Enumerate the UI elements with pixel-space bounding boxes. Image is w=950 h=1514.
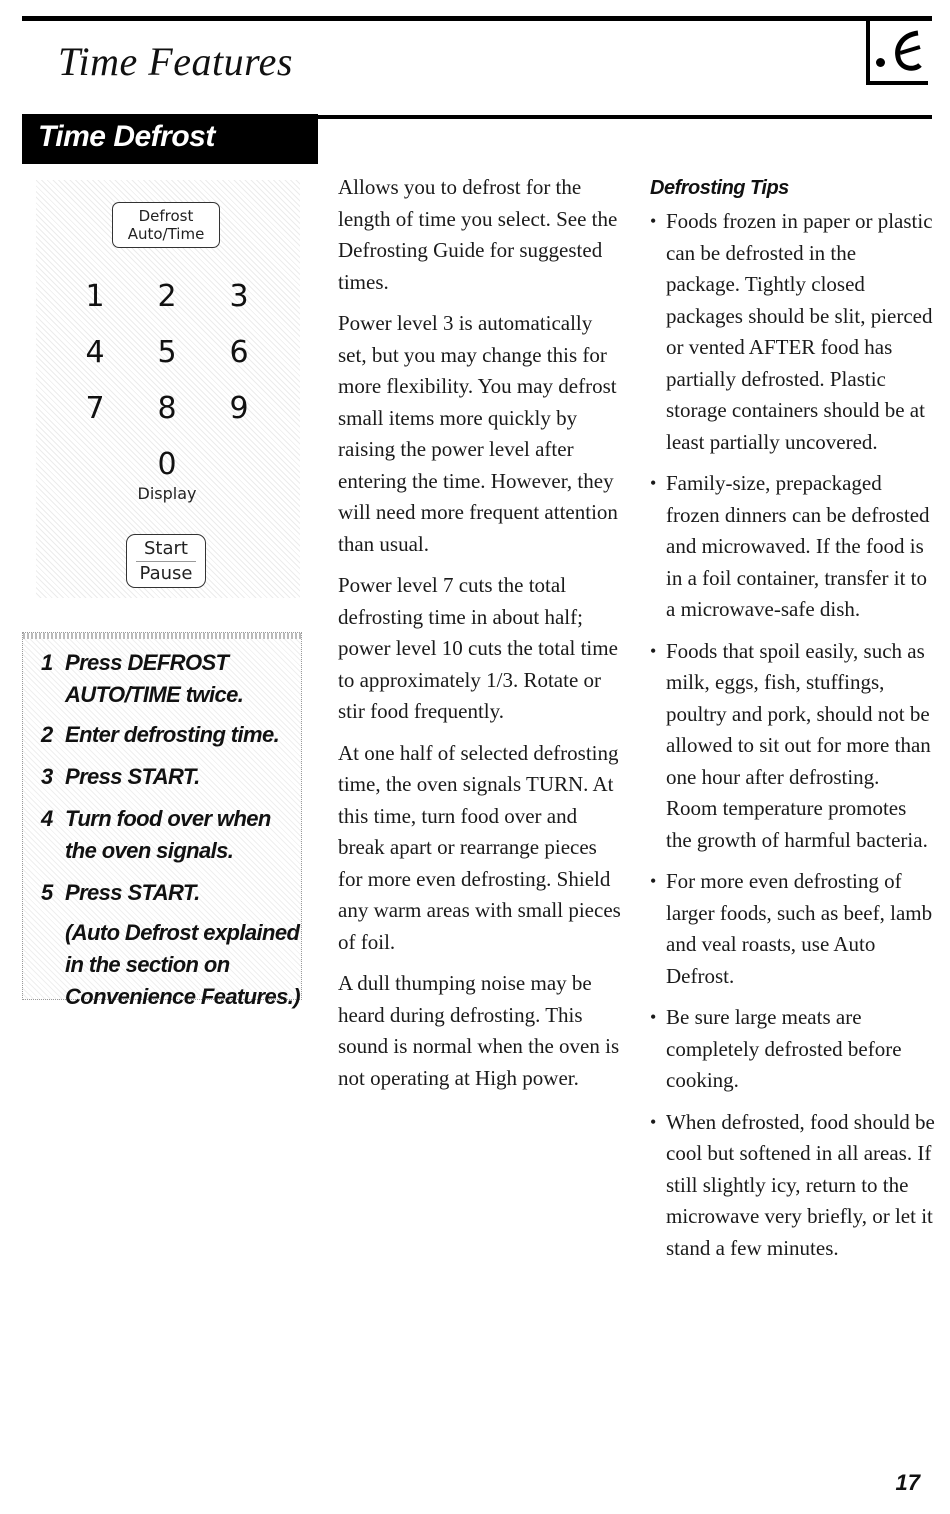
- bullet-icon: •: [650, 1111, 657, 1132]
- key-7[interactable]: 7: [85, 391, 105, 426]
- tip-item: [650, 206, 935, 458]
- body-paragraph-2: Power level 3 is automatically set, but you may change this for more flexibility. You may defrost small items more quickly by raising the power level after entering the time. However, they will need more frequent attention than usual.: [338, 311, 618, 556]
- key-3[interactable]: 3: [229, 279, 249, 314]
- step-2: [41, 719, 303, 751]
- step-text: Press START.: [65, 880, 200, 905]
- tip-item: [650, 636, 935, 857]
- defrost-label: Defrost: [138, 207, 194, 225]
- step-number: 3: [41, 764, 53, 789]
- key-2[interactable]: 2: [157, 279, 177, 314]
- step-note-text: (Auto Defrost explained in the section on Convenience Features.): [65, 920, 300, 1009]
- start-pause-button[interactable]: [126, 534, 206, 588]
- tip-item: [650, 1107, 935, 1265]
- bullet-icon: •: [650, 211, 657, 231]
- step-number: 5: [41, 880, 53, 905]
- page-heading: Time Defrost: [38, 120, 215, 153]
- step-4: [41, 803, 303, 867]
- key-9[interactable]: 9: [229, 391, 249, 426]
- step-text: Turn food over when the oven signals.: [65, 806, 271, 863]
- tip-item: [650, 468, 935, 626]
- tip-text: Foods frozen in paper or plastic can be defrosted in the package. Tightly closed packages should be slit, pierced or vented AFTER food has partially defrosted. Plastic storage containers should be at least partially uncovered.: [666, 209, 933, 454]
- step-text: Press START.: [65, 764, 200, 789]
- bullet-icon: •: [650, 473, 657, 493]
- tips-column: [650, 172, 935, 1274]
- tip-text: When defrosted, food should be cool but softened in all areas. If still slightly icy, return to the microwave very briefly, or let it stand a few minutes.: [666, 1109, 935, 1260]
- key-6[interactable]: 6: [229, 335, 249, 370]
- body-column: [338, 172, 623, 1104]
- chapter-tab: [866, 21, 928, 85]
- heading-rule: [318, 115, 932, 119]
- bullet-icon: •: [650, 640, 657, 661]
- display-label: Display: [137, 484, 197, 503]
- bullet-icon: •: [650, 871, 657, 891]
- pause-label: Pause: [136, 561, 196, 586]
- body-paragraph-1: Allows you to defrost for the length of time you select. See the Defrosting Guide for suggested times.: [338, 175, 618, 294]
- tip-text: For more even defrosting of larger foods, such as beef, lamb and veal roasts, use Auto Defrost.: [666, 869, 933, 988]
- tips-title: Defrosting Tips: [650, 177, 789, 199]
- tab-dot-icon: [876, 58, 885, 67]
- chapter-logo-icon: [888, 27, 926, 77]
- steps-box: [22, 632, 302, 1009]
- section-title: Time Features: [58, 39, 293, 84]
- key-4[interactable]: 4: [85, 335, 105, 370]
- step-3: [41, 761, 303, 793]
- step-1: [41, 647, 303, 711]
- body-paragraph-4: At one half of selected defrosting time, the oven signals TURN. At this time, turn food over and break apart or rearrange pieces for more even defrosting. Shield any warm areas with small pieces of foil.: [338, 740, 621, 954]
- step-text: Enter defrosting time.: [65, 722, 280, 747]
- heading-bar: [22, 114, 318, 164]
- tip-text: Foods that spoil easily, such as milk, eggs, fish, stuffings, poultry and pork, should not be allowed to sit out for more than one hour after defrosting. Room temperature promotes the growth of harmful bacteria.: [666, 638, 931, 852]
- key-1[interactable]: 1: [85, 279, 105, 314]
- step-number: 1: [41, 650, 53, 675]
- tip-item: [650, 866, 935, 992]
- step-text: Press DEFROST AUTO/TIME twice.: [65, 650, 244, 707]
- tip-item: [650, 1002, 935, 1097]
- bullet-icon: •: [650, 1007, 657, 1027]
- key-0[interactable]: 0: [157, 447, 177, 482]
- top-rule: [22, 16, 932, 21]
- key-5[interactable]: 5: [157, 335, 177, 370]
- step-note: [41, 917, 303, 1013]
- page-number: 17: [895, 1470, 920, 1495]
- tip-text: Be sure large meats are completely defrosted before cooking.: [666, 1005, 902, 1092]
- body-paragraph-5: A dull thumping noise may be heard during defrosting. This sound is normal when the oven is not operating at High power.: [338, 971, 620, 1090]
- step-number: 4: [41, 806, 53, 831]
- keypad-illustration: [36, 180, 300, 598]
- step-5: [41, 877, 303, 909]
- auto-time-label: Auto/Time: [127, 225, 205, 243]
- step-number: 2: [41, 722, 53, 747]
- body-paragraph-3: Power level 7 cuts the total defrosting time in about half; power level 10 cuts the total time to approximately 1/3. Rotate or stir food frequently.: [338, 573, 618, 723]
- key-8[interactable]: 8: [157, 391, 177, 426]
- tips-list: [650, 206, 935, 1264]
- start-label: Start: [144, 538, 188, 559]
- defrost-auto-time-button[interactable]: [112, 202, 220, 248]
- tip-text: Family-size, prepackaged frozen dinners can be defrosted and microwaved. If the food is in a foil container, transfer it to a microwave-safe dish.: [666, 471, 930, 621]
